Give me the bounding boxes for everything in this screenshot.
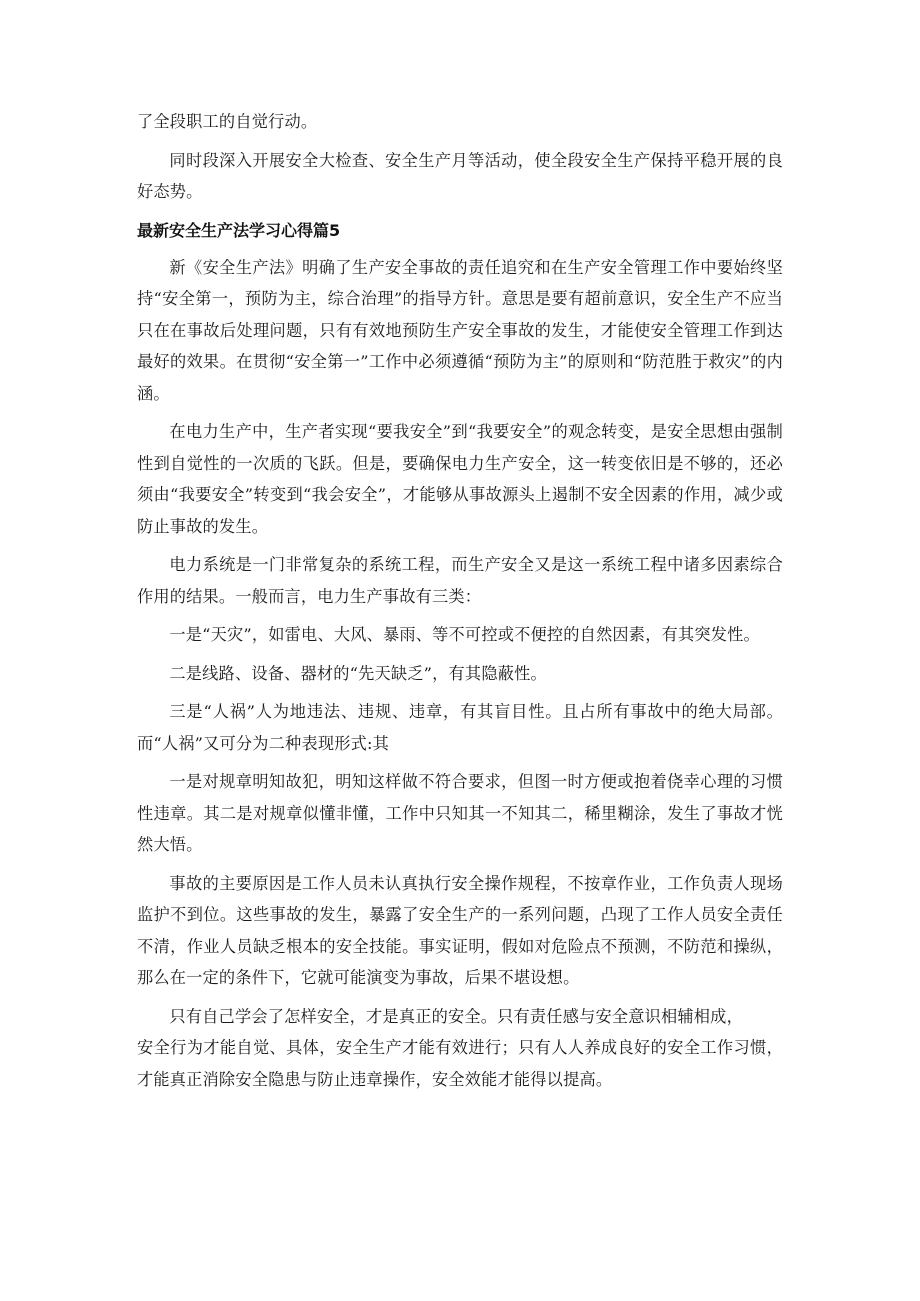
paragraph: 同时段深入开展安全大检查、安全生产月等活动，使全段安全生产保持平稳开展的良好态势。 bbox=[137, 150, 783, 201]
paragraph-continuation: 安全行为才能自觉、具体，安全生产才能有效进行；只有人人养成良好的安全工作习惯，才能真正消除安全隐患与防止违章操作，安全效能才能得以提高。 bbox=[137, 1038, 783, 1089]
paragraph: 新《安全生产法》明确了生产安全事故的责任追究和在生产安全管理工作中要始终坚持“安全第一，预防为主，综合治理”的指导方针。意思是要有超前意识，安全生产不应当只在在事故后处理问题，只有有效地预防生产安全事故的发生，才能使安全管理工作到达最好的效果。在贯彻“安全第一”工作中必须遵循“预防为主”的原则和“防范胜于救灾”的内涵。 bbox=[137, 257, 783, 403]
document-page bbox=[137, 106, 783, 1102]
paragraph: 三是“人祸”人为地违法、违规、违章，有其盲目性。且占所有事故中的绝大局部。而“人祸”又可分为二种表现形式:其 bbox=[137, 702, 783, 753]
paragraph: 电力系统是一门非常复杂的系统工程，而生产安全又是这一系统工程中诸多因素综合作用的结果。一般而言，电力生产事故有三类： bbox=[137, 555, 783, 606]
paragraph: 在电力生产中，生产者实现“要我安全”到“我要安全”的观念转变，是安全思想由强制性到自觉性的一次质的飞跃。但是，要确保电力生产安全，这一转变依旧是不够的，还必须由“我要安全”转变到“我会安全”，才能够从事故源头上遏制不安全因素的作用，减少或防止事故的发生。 bbox=[137, 422, 783, 536]
paragraph: 二是线路、设备、器材的“先天缺乏”，有其隐蔽性。 bbox=[169, 663, 547, 683]
paragraph: 一是“天灾”，如雷电、大风、暴雨、等不可控或不便控的自然因素，有其突发性。 bbox=[169, 625, 760, 644]
paragraph: 只有自己学会了怎样安全，才是真正的安全。只有责任感与安全意识相辅相成， bbox=[169, 1006, 743, 1026]
paragraph: 一是对规章明知故犯，明知这样做不符合要求，但图一时方便或抱着侥幸心理的习惯性违章。其二是对规章似懂非懂，工作中只知其一不知其二，稀里糊涂，发生了事故才恍然大悟。 bbox=[137, 772, 783, 854]
paragraph: 事故的主要原因是工作人员未认真执行安全操作规程，不按章作业，工作负责人现场监护不到位。这些事故的发生，暴露了安全生产的一系列问题，凸现了工作人员安全责任不清，作业人员缺乏根本的安全技能。事实证明，假如对危险点不预测，不防范和操纵，那么在一定的条件下，它就可能演变为事故，后果不堪设想。 bbox=[137, 873, 783, 987]
paragraph-continuation: 了全段职工的自觉行动。 bbox=[137, 112, 318, 131]
section-heading: 最新安全生产法学习心得篇5 bbox=[137, 220, 341, 240]
